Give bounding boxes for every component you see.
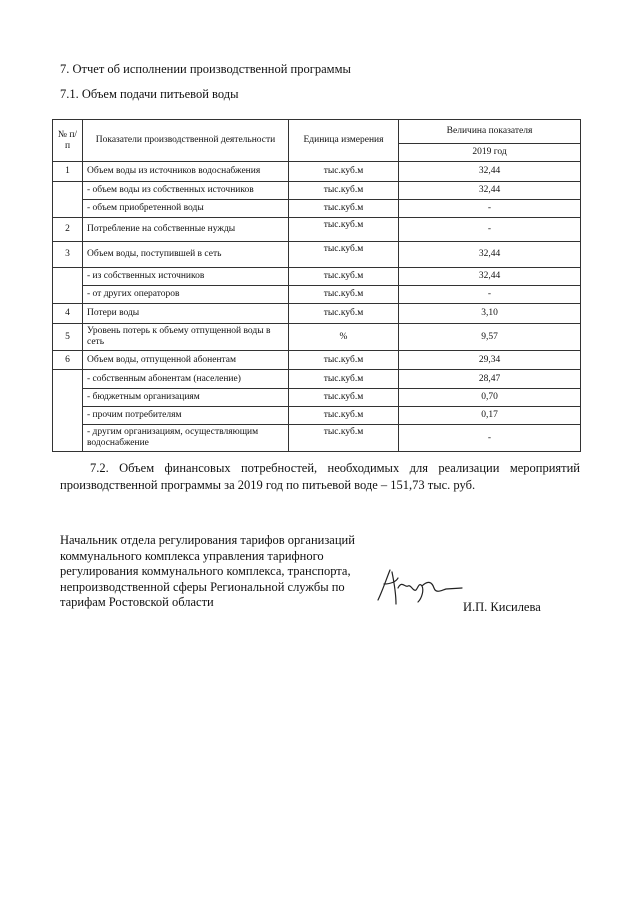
row-value: 32,44 <box>399 242 581 268</box>
table-row <box>53 425 581 452</box>
row-num: 5 <box>53 324 83 351</box>
row-unit: тыс.куб.м <box>289 351 399 370</box>
row-unit: тыс.куб.м <box>289 286 399 304</box>
row-value: - <box>399 200 581 218</box>
row-unit: тыс.куб.м <box>289 425 399 452</box>
row-value: 29,34 <box>399 351 581 370</box>
table-row <box>53 200 581 218</box>
row-value: 0,70 <box>399 389 581 407</box>
table-row <box>53 351 581 370</box>
header-year: 2019 год <box>399 144 581 162</box>
row-unit: тыс.куб.м <box>289 304 399 324</box>
row-value: 28,47 <box>399 370 581 389</box>
row-unit: тыс.куб.м <box>289 370 399 389</box>
row-num: 1 <box>53 162 83 182</box>
table-row <box>53 324 581 351</box>
row-value: 32,44 <box>399 268 581 286</box>
row-name: Потребление на собственные нужды <box>83 218 289 242</box>
row-num: 4 <box>53 304 83 324</box>
row-name: - прочим потребителям <box>83 407 289 425</box>
row-name: - другим организациям, осуществляющим водоснабжение <box>83 425 289 452</box>
row-name: - из собственных источников <box>83 268 289 286</box>
table-row <box>53 389 581 407</box>
row-num <box>53 370 83 452</box>
table-row <box>53 286 581 304</box>
row-unit: % <box>289 324 399 351</box>
signatory-name: И.П. Кисилева <box>463 600 541 614</box>
row-num: 3 <box>53 242 83 268</box>
row-unit: тыс.куб.м <box>289 407 399 425</box>
row-num: 2 <box>53 218 83 242</box>
header-indicator: Показатели производственной деятельности <box>83 120 289 162</box>
row-value: 32,44 <box>399 182 581 200</box>
table-row <box>53 218 581 242</box>
water-supply-table <box>52 119 581 452</box>
table-row <box>53 162 581 182</box>
header-unit: Единица измерения <box>289 120 399 162</box>
row-value: 9,57 <box>399 324 581 351</box>
row-name: Объем воды из источников водоснабжения <box>83 162 289 182</box>
handwritten-signature <box>372 562 467 612</box>
table-row <box>53 370 581 389</box>
row-name: Объем воды, поступившей в сеть <box>83 242 289 268</box>
row-unit: тыс.куб.м <box>289 162 399 182</box>
table-row <box>53 268 581 286</box>
table-row <box>53 242 581 268</box>
row-name: - собственным абонентам (население) <box>83 370 289 389</box>
signatory-position: Начальник отдела регулирования тарифов организаций коммунального комплекса управления тарифного регулирования коммунального комплекса, транспорта, непроизводственной сферы Региональной службы по тарифам Ростовской области <box>60 533 355 609</box>
row-unit: тыс.куб.м <box>289 182 399 200</box>
row-value: 3,10 <box>399 304 581 324</box>
table-row <box>53 304 581 324</box>
section-title: 7. Отчет об исполнении производственной программы <box>60 62 351 76</box>
row-name: Уровень потерь к объему отпущенной воды в сеть <box>83 324 289 351</box>
row-value: - <box>399 425 581 452</box>
row-unit: тыс.куб.м <box>289 200 399 218</box>
row-unit: тыс.куб.м <box>289 242 399 268</box>
financial-needs-note: 7.2. Объем финансовых потребностей, необходимых для реализации мероприятий производственной программы за 2019 год по питьевой воде – 151,73 тыс. руб. <box>60 461 580 492</box>
row-name: - бюджетным организациям <box>83 389 289 407</box>
row-value: - <box>399 218 581 242</box>
table-row <box>53 182 581 200</box>
row-unit: тыс.куб.м <box>289 389 399 407</box>
header-value: Величина показателя <box>399 120 581 144</box>
subsection-title: 7.1. Объем подачи питьевой воды <box>60 87 239 101</box>
row-name: - объем воды из собственных источников <box>83 182 289 200</box>
row-value: 0,17 <box>399 407 581 425</box>
table-row <box>53 407 581 425</box>
row-unit: тыс.куб.м <box>289 268 399 286</box>
row-name: Потери воды <box>83 304 289 324</box>
row-num <box>53 182 83 218</box>
row-value: - <box>399 286 581 304</box>
row-num <box>53 268 83 304</box>
row-name: - объем приобретенной воды <box>83 200 289 218</box>
row-name: - от других операторов <box>83 286 289 304</box>
row-value: 32,44 <box>399 162 581 182</box>
row-unit: тыс.куб.м <box>289 218 399 242</box>
row-num: 6 <box>53 351 83 370</box>
row-name: Объем воды, отпущенной абонентам <box>83 351 289 370</box>
header-num: № п/п <box>53 120 83 162</box>
